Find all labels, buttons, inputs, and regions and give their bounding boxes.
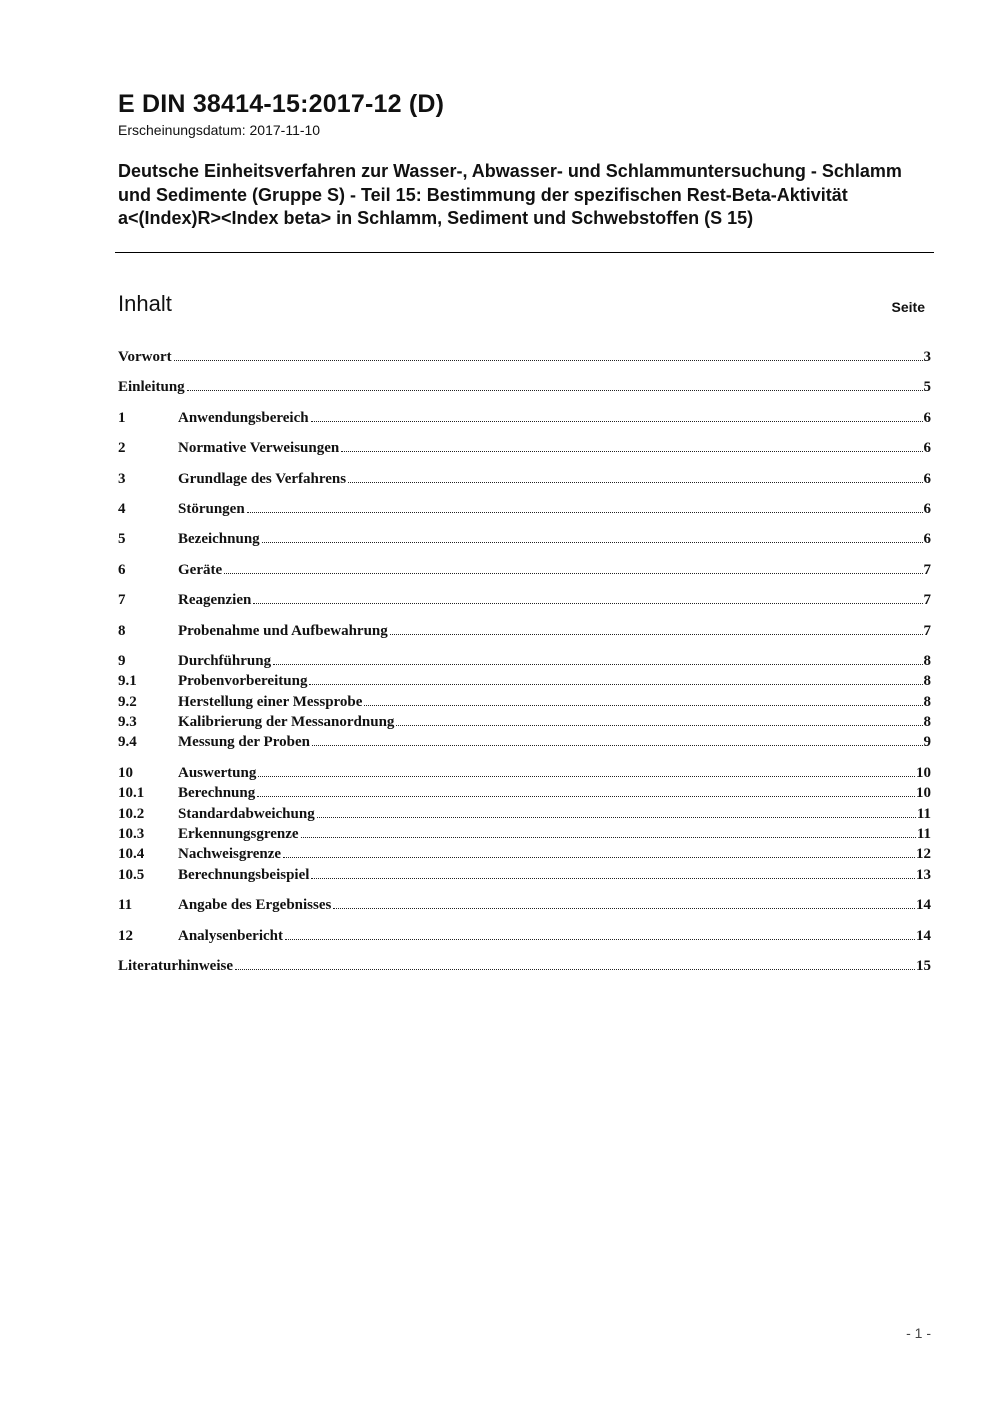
toc-entry-page: 11	[916, 826, 931, 843]
toc-entry-page: 6	[923, 409, 931, 426]
toc-leader	[364, 704, 922, 706]
toc-entry-number: 12	[118, 927, 133, 944]
toc-entry-label: Probenvorbereitung	[178, 673, 308, 690]
toc-entry-page: 14	[916, 927, 931, 944]
toc-entry-label: Literaturhinweise	[118, 957, 233, 974]
toc-entry-number: 9.3	[118, 714, 137, 731]
document-id: E DIN 38414-15:2017-12 (D)	[118, 90, 445, 118]
toc-entry-label: Kalibrierung der Messanordnung	[178, 714, 395, 731]
toc-entry-page: 15	[916, 957, 931, 974]
toc-entry-page: 6	[923, 440, 931, 457]
toc-entry-number: 3	[118, 470, 126, 487]
toc-entry-page: 8	[923, 693, 931, 710]
toc-entry-label: Anwendungsbereich	[178, 409, 309, 426]
toc-entry-page: 5	[923, 379, 931, 396]
toc-entry-page: 8	[923, 652, 931, 669]
toc-entry-number: 10.3	[118, 826, 145, 843]
title-divider	[115, 252, 934, 253]
toc-leader	[311, 420, 923, 422]
toc-entry-10[interactable]	[118, 765, 931, 785]
toc-leader	[224, 572, 922, 574]
toc-entry-4[interactable]	[118, 501, 931, 521]
toc-entry-label: Nachweisgrenze	[178, 846, 282, 863]
toc-entry-1[interactable]	[118, 410, 931, 430]
toc-entry-page: 7	[923, 622, 931, 639]
toc-entry-10-4[interactable]	[118, 846, 931, 866]
toc-entry-9-1[interactable]	[118, 673, 931, 693]
toc-entry-number: 8	[118, 622, 126, 639]
toc-entry-number: 11	[118, 897, 133, 914]
toc-leader	[257, 795, 915, 797]
toc-entry-6[interactable]	[118, 562, 931, 582]
toc-entry-number: 9.2	[118, 693, 137, 710]
toc-entry-vorwort[interactable]	[118, 349, 931, 369]
toc-leader	[247, 511, 923, 513]
toc-heading: Inhalt	[118, 291, 172, 316]
toc-entry-number: 10	[118, 764, 133, 781]
toc-entry-page: 14	[916, 897, 931, 914]
toc-entry-7[interactable]	[118, 592, 931, 612]
toc-leader	[396, 724, 922, 726]
toc-leader	[285, 938, 915, 940]
toc-entry-label: Normative Verweisungen	[178, 440, 340, 457]
publication-date: Erscheinungsdatum: 2017-11-10	[118, 122, 321, 138]
toc-entry-number: 6	[118, 561, 126, 578]
toc-entry-label: Geräte	[178, 561, 223, 578]
toc-leader	[312, 744, 923, 746]
toc-entry-10-5[interactable]	[118, 867, 931, 887]
toc-entry-page: 9	[923, 734, 931, 751]
toc-entry-9-2[interactable]	[118, 694, 931, 714]
toc-leader	[390, 633, 923, 635]
toc-entry-label: Vorwort	[118, 349, 172, 365]
toc-leader	[317, 816, 916, 818]
toc-leader	[187, 389, 923, 391]
toc-entry-page: 6	[923, 531, 931, 548]
toc-entry-label: Standardabweichung	[178, 805, 315, 822]
toc-leader	[253, 602, 922, 604]
toc-entry-5[interactable]	[118, 531, 931, 551]
toc-entry-page: 8	[923, 673, 931, 690]
document-title: Deutsche Einheitsverfahren zur Wasser-, Abwasser- und Schlammuntersuchung - Schlamm und Sedimente (Gruppe S) - Teil 15: Bestimmung der spezifischen Rest-Beta-Aktivität a<(Index)R><Index beta> in Schlamm, Sediment und Schwebstoffen (S 15)	[118, 161, 902, 228]
toc-entry-10-1[interactable]	[118, 785, 931, 805]
toc-entry-label: Bezeichnung	[178, 531, 260, 548]
toc-entry-9-4[interactable]	[118, 734, 931, 754]
toc-entry-number: 4	[118, 500, 126, 517]
page-column-label: Seite	[891, 299, 925, 315]
toc-leader	[235, 968, 915, 970]
toc-entry-label: Berechnungsbeispiel	[178, 866, 310, 883]
toc-entry-number: 5	[118, 531, 126, 548]
toc-entry-label: Berechnung	[178, 785, 256, 802]
toc-leader	[309, 683, 922, 685]
toc-entry-3[interactable]	[118, 471, 931, 491]
toc-entry-page: 7	[923, 561, 931, 578]
toc-leader	[273, 663, 922, 665]
toc-entry-8[interactable]	[118, 623, 931, 643]
toc-leader	[311, 877, 915, 879]
toc-leader	[283, 856, 915, 858]
toc-entry-number: 9.1	[118, 673, 137, 690]
toc-entry-page: 10	[916, 785, 931, 802]
toc-leader	[333, 907, 915, 909]
toc-entry-12[interactable]	[118, 928, 931, 948]
toc-entry-page: 10	[916, 764, 931, 781]
toc-entry-label: Angabe des Ergebnisses	[178, 897, 332, 914]
toc-entry-number: 1	[118, 409, 126, 426]
toc-entry-label: Durchführung	[178, 652, 272, 669]
toc-entry-label: Messung der Proben	[178, 734, 310, 751]
toc-entry-page: 6	[923, 500, 931, 517]
toc-entry-label: Probenahme und Aufbewahrung	[178, 622, 388, 639]
toc-entry-label: Erkennungsgrenze	[178, 826, 299, 843]
toc-entry-label: Reagenzien	[178, 592, 252, 609]
toc-entry-9[interactable]	[118, 653, 931, 673]
toc-leader	[258, 775, 915, 777]
toc-entry-number: 9	[118, 652, 126, 669]
toc-entry-page: 3	[923, 349, 931, 365]
toc-entry-page: 7	[923, 592, 931, 609]
toc-entry-number: 10.2	[118, 805, 145, 822]
toc-entry-10-3[interactable]	[118, 826, 931, 846]
toc-leader	[348, 481, 922, 483]
toc-leader	[174, 359, 923, 361]
toc-entry-number: 2	[118, 440, 126, 457]
toc-entry-label: Grundlage des Verfahrens	[178, 470, 347, 487]
toc-entry-label: Störungen	[178, 500, 245, 517]
toc-entry-label: Herstellung einer Messprobe	[178, 693, 363, 710]
toc-entry-number: 10.5	[118, 866, 145, 883]
toc-entry-page: 13	[916, 866, 931, 883]
toc-leader	[341, 450, 922, 452]
toc-entry-2[interactable]	[118, 440, 931, 460]
toc-entry-page: 8	[923, 714, 931, 731]
footer-page-number: - 1 -	[906, 1325, 931, 1341]
toc-leader	[301, 836, 916, 838]
toc-entry-number: 9.4	[118, 734, 137, 751]
toc-entry-9-3[interactable]	[118, 714, 931, 734]
toc-entry-number: 10.4	[118, 846, 145, 863]
toc-entry-einleitung[interactable]	[118, 379, 931, 399]
toc-entry-label: Analysenbericht	[178, 927, 283, 944]
toc-entry-label: Auswertung	[178, 764, 257, 781]
toc-entry-11[interactable]	[118, 897, 931, 917]
toc-leader	[262, 541, 923, 543]
toc-entry-number: 10.1	[118, 785, 145, 802]
toc-entry-page: 11	[916, 805, 931, 822]
toc-entry-page: 12	[916, 846, 931, 863]
table-of-contents	[118, 349, 931, 978]
toc-entry-page: 6	[923, 470, 931, 487]
toc-entry-label: Einleitung	[118, 379, 185, 396]
toc-entry-number: 7	[118, 592, 126, 609]
toc-entry-literaturhinweise[interactable]	[118, 958, 931, 978]
toc-entry-10-2[interactable]	[118, 806, 931, 826]
